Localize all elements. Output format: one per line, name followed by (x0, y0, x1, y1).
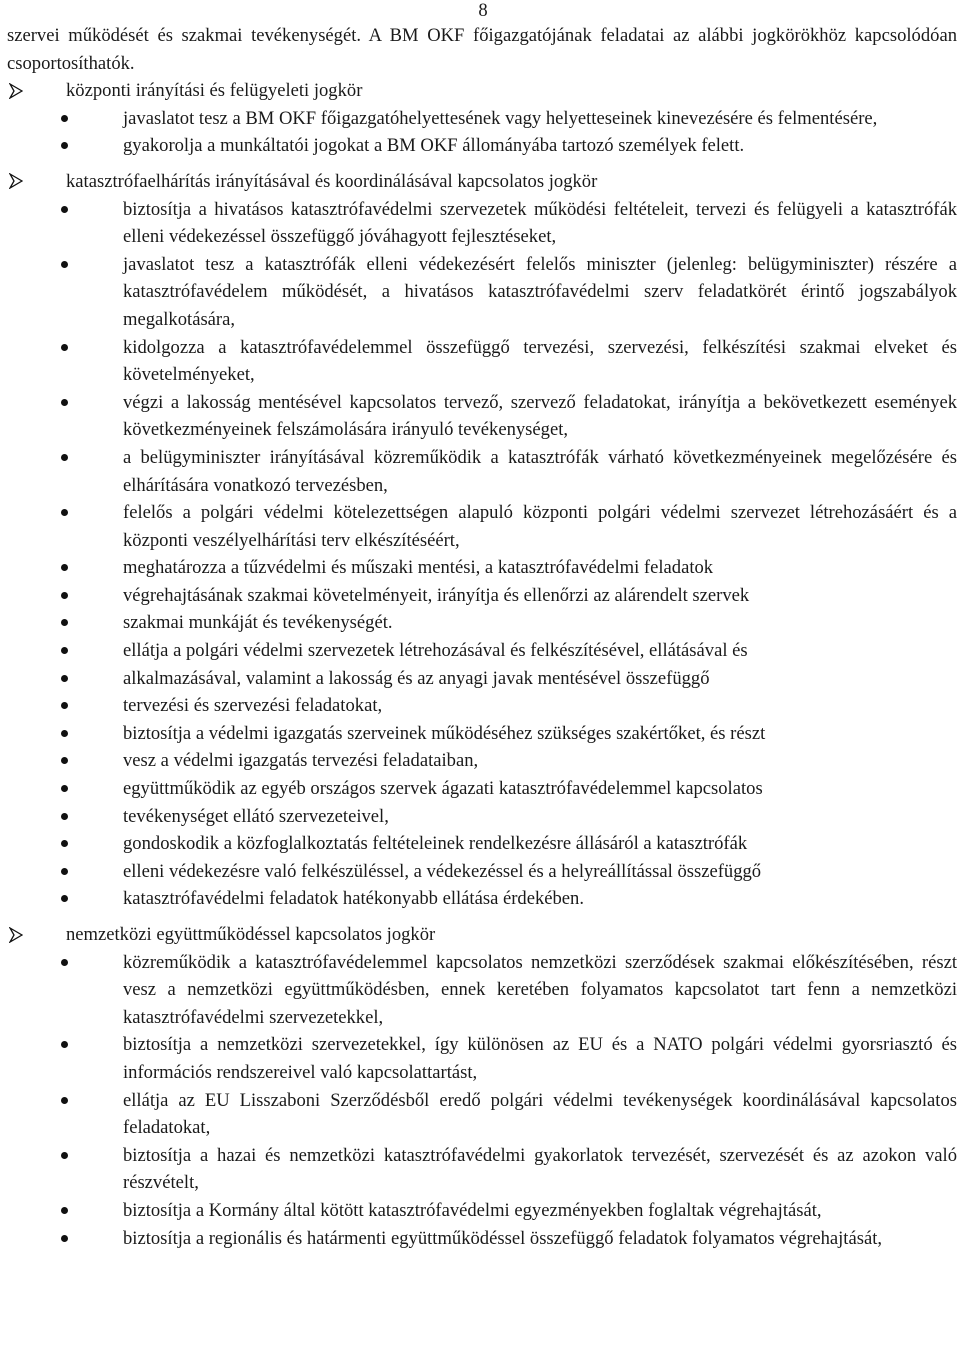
list-item (7, 949, 957, 1032)
section-1 (7, 77, 957, 160)
list-item-text: végzi a lakosság mentésével kapcsolatos tervező, szervező feladatokat, irányítja a bekövetkezett események következményeinek felszámolására irányuló tevékenységet, (123, 391, 957, 441)
bullet-dot-icon (61, 1041, 68, 1048)
list-item (7, 692, 957, 720)
bullet-dot-icon (61, 261, 68, 268)
list-item-text: javaslatot tesz a BM OKF főigazgatóhelyettesének vagy helyetteseinek kinevezésére és felmentésére, (123, 107, 878, 129)
section-heading-text: nemzetközi együttműködéssel kapcsolatos jogkör (66, 924, 436, 945)
list-item (7, 1142, 957, 1197)
bullet-list (7, 105, 957, 160)
list-item-text: biztosítja a regionális és határmenti együttműködéssel összefüggő feladatok folyamatos végrehajtását, (123, 1227, 883, 1249)
list-item (7, 858, 957, 886)
list-item (7, 582, 957, 610)
bullet-dot-icon (61, 619, 68, 626)
list-item-text: végrehajtásának szakmai követelményeit, irányítja és ellenőrzi az alárendelt szervek (123, 584, 750, 606)
bullet-dot-icon (61, 454, 68, 461)
list-item-text: javaslatot tesz a katasztrófák elleni védekezésért felelős miniszter (jelenleg: belügyminiszter) részére a katasztrófavédelem működését, a hivatásos katasztrófavédelmi szerv feladatkörét érintő jogszabályok megalkotására, (123, 253, 957, 330)
list-item (7, 1087, 957, 1142)
list-item (7, 444, 957, 499)
list-item (7, 334, 957, 389)
list-item (7, 1197, 957, 1225)
list-item-text: tervezési és szervezési feladatokat, (123, 695, 383, 717)
list-item (7, 196, 957, 251)
list-item (7, 1031, 957, 1086)
bullet-dot-icon (61, 730, 68, 737)
list-item (7, 499, 957, 554)
bullet-dot-icon (61, 959, 68, 966)
list-item-text: vesz a védelmi igazgatás tervezési feladataiban, (123, 750, 479, 772)
bullet-dot-icon (61, 115, 68, 122)
bullet-dot-icon (61, 206, 68, 213)
arrow-bullet-icon (9, 77, 25, 104)
list-item-text: katasztrófavédelmi feladatok hatékonyabb ellátása érdekében. (123, 888, 585, 910)
list-item (7, 775, 957, 803)
bullet-dot-icon (61, 564, 68, 571)
bullet-dot-icon (61, 399, 68, 406)
intro-paragraph: szervei működését és szakmai tevékenységét. A BM OKF főigazgatójának feladatai az alábbi jogkörökhöz kapcsolódóan csoportosíthatók. (7, 25, 957, 74)
list-item (7, 720, 957, 748)
page-number: 8 (478, 0, 488, 21)
list-item (7, 803, 957, 831)
list-item-text: biztosítja a védelmi igazgatás szerveinek működéséhez szükséges szakértőket, és részt (123, 722, 766, 744)
list-item-text: biztosítja a hazai és nemzetközi katasztrófavédelmi gyakorlatok tervezését, szervezését és az azokon való részvételt, (123, 1144, 957, 1194)
list-item (7, 251, 957, 334)
list-item (7, 389, 957, 444)
sections-container (7, 77, 957, 1252)
list-item (7, 665, 957, 693)
section-2 (7, 168, 957, 913)
list-item-text: elleni védekezésre való felkészüléssel, a védekezéssel és a helyreállítással összefüggő (123, 860, 762, 882)
section-3 (7, 921, 957, 1252)
section-heading-text: központi irányítási és felügyeleti jogkör (66, 80, 363, 102)
list-item-text: tevékenységet ellátó szervezeteivel, (123, 805, 389, 827)
list-item (7, 132, 957, 160)
list-item (7, 554, 957, 582)
bullet-dot-icon (61, 1207, 68, 1214)
bullet-dot-icon (61, 757, 68, 764)
section-heading (7, 921, 957, 949)
section-heading (7, 168, 957, 196)
bullet-dot-icon (61, 813, 68, 820)
list-item-text: kidolgozza a katasztrófavédelemmel összefüggő tervezési, szervezési, felkészítési szakmai elveket és követelményeket, (123, 336, 957, 386)
list-item-text: gondoskodik a közfoglalkoztatás feltételeinek rendelkezésre állásáról a katasztrófák (123, 833, 748, 855)
list-item (7, 609, 957, 637)
bullet-dot-icon (61, 895, 68, 902)
list-item (7, 885, 957, 913)
bullet-dot-icon (61, 509, 68, 516)
arrow-bullet-icon (9, 921, 25, 948)
bullet-dot-icon (61, 142, 68, 149)
list-item-text: alkalmazásával, valamint a lakosság és az anyagi javak mentésével összefüggő (123, 667, 710, 689)
bullet-dot-icon (61, 868, 68, 875)
bullet-dot-icon (61, 840, 68, 847)
bullet-dot-icon (61, 1152, 68, 1159)
list-item-text: meghatározza a tűzvédelmi és műszaki mentési, a katasztrófavédelmi feladatok (123, 557, 714, 579)
list-item (7, 830, 957, 858)
bullet-dot-icon (61, 675, 68, 682)
list-item-text: közreműködik a katasztrófavédelemmel kapcsolatos nemzetközi szerződések szakmai előkészítésében, részt vesz a nemzetközi együttműködésben, ennek keretében folyamatos kapcsolatot tart fenn a nemzetközi katasztrófavédelmi szervezetekkel, (123, 951, 957, 1028)
list-item-text: biztosítja a hivatásos katasztrófavédelmi szervezetek működési feltételeit, tervezi és felügyeli a katasztrófák elleni védekezéssel összefüggő jóváhagyott fejlesztéseket, (123, 198, 957, 248)
bullet-dot-icon (61, 785, 68, 792)
list-item-text: együttműködik az egyéb országos szervek ágazati katasztrófavédelemmel kapcsolatos (123, 778, 763, 800)
bullet-dot-icon (61, 1235, 68, 1242)
list-item-text: felelős a polgári védelmi kötelezettségen alapuló központi polgári védelmi szervezet létrehozásáért és a központi veszélyelhárítási terv elkészítéséért, (123, 502, 957, 551)
section-heading-text: katasztrófaelhárítás irányításával és koordinálásával kapcsolatos jogkör (66, 170, 598, 192)
document-body (7, 22, 957, 1252)
list-item-text: a belügyminiszter irányításával közreműködik a katasztrófák várható következményeinek megelőzésére és elhárítására vonatkozó tervezésben, (123, 446, 957, 496)
list-item-text: ellátja az EU Lisszaboni Szerződésből eredő polgári védelmi tevékenységek koordinálásával kapcsolatos feladatokat, (123, 1089, 957, 1139)
list-item-text: szakmai munkáját és tevékenységét. (123, 612, 393, 634)
bullet-dot-icon (61, 592, 68, 599)
bullet-dot-icon (61, 702, 68, 709)
list-item (7, 105, 957, 133)
list-item-text: biztosítja a Kormány által kötött katasztrófavédelmi egyezményekben foglaltak végrehajtását, (123, 1199, 822, 1221)
section-heading (7, 77, 957, 105)
bullet-dot-icon (61, 344, 68, 351)
bullet-list (7, 949, 957, 1253)
arrow-bullet-icon (9, 168, 25, 195)
list-item-text: gyakorolja a munkáltatói jogokat a BM OKF állományába tartozó személyek felett. (123, 135, 745, 157)
bullet-list (7, 196, 957, 913)
list-item-text: ellátja a polgári védelmi szervezetek létrehozásával és felkészítésével, ellátásával és (123, 640, 748, 662)
list-item (7, 1225, 957, 1253)
list-item (7, 637, 957, 665)
bullet-dot-icon (61, 1097, 68, 1104)
bullet-dot-icon (61, 647, 68, 654)
list-item (7, 747, 957, 775)
list-item-text: biztosítja a nemzetközi szervezetekkel, így különösen az EU és a NATO polgári védelmi gyorsriasztó és információs rendszereivel való kapcsolattartást, (123, 1034, 957, 1083)
